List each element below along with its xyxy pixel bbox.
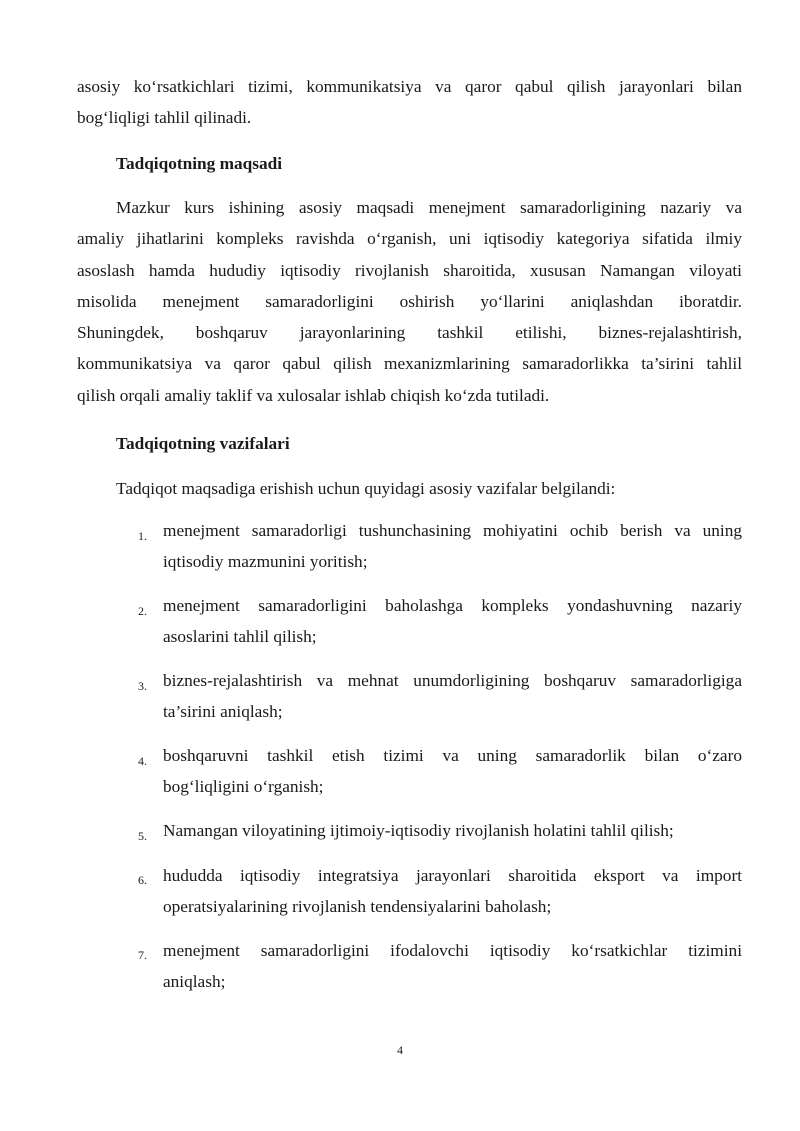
list-number: 5. (138, 829, 147, 843)
intro-paragraph (77, 71, 742, 134)
text-line: amaliy jihatlarini kompleks ravishda o‘rganish, uni iqtisodiy kategoriya sifatida ilmiy (77, 229, 742, 249)
text-line: operatsiyalarining rivojlanish tendensiyalarini baholash; (163, 897, 552, 917)
list-number: 1. (138, 529, 147, 543)
text-line: bog‘liqligi tahlil qilinadi. (77, 108, 252, 128)
text-line: asosiy ko‘rsatkichlari tizimi, kommunikatsiya va qaror qabul qilish jarayonlari bilan (77, 77, 742, 96)
text-line: hududda iqtisodiy integratsiya jarayonlari sharoitida eksport va import (163, 866, 742, 885)
text-line: iqtisodiy mazmunini yoritish; (163, 552, 368, 572)
text-line: qilish orqali amaliy taklif va xulosalar ishlab chiqish ko‘zda tutiladi. (77, 385, 550, 405)
list-number: 4. (138, 754, 147, 768)
text-line: aniqlash; (163, 972, 226, 992)
text-line: asoslarini tahlil qilish; (163, 627, 317, 647)
text-line: Shuningdek, boshqaruv jarayonlarining tashkil etilishi, biznes-rejalashtirish, (77, 323, 742, 343)
list-number: 6. (138, 873, 147, 887)
text-line: Mazkur kurs ishining asosiy maqsadi menejment samaradorligining nazariy va (116, 198, 742, 217)
text-line: ta’sirini aniqlash; (163, 702, 283, 722)
text-line: kommunikatsiya va qaror qabul qilish mexanizmlarining samaradorlikka ta’sirini tahlil (77, 354, 742, 374)
text-line: menejment samaradorligini baholashga kompleks yondashuvning nazariy (163, 596, 742, 615)
tasks-intro: Tadqiqot maqsadiga erishish uchun quyidagi asosiy vazifalar belgilandi: (116, 479, 616, 498)
page-number: 4 (397, 1043, 403, 1057)
list-number: 2. (138, 604, 147, 618)
section-heading-goal: Tadqiqotning maqsadi (116, 154, 283, 173)
goal-paragraph (77, 192, 742, 411)
text-line: menejment samaradorligi tushunchasining mohiyatini ochib berish va uning (163, 521, 742, 540)
text-line: misolida menejment samaradorligini oshirish yo‘llarini aniqlashdan iboratdir. (77, 291, 742, 311)
text-line: bog‘liqligini o‘rganish; (163, 777, 324, 797)
list-number: 7. (138, 948, 147, 962)
text-line: menejment samaradorligini ifodalovchi iqtisodiy ko‘rsatkichlar tizimini (163, 941, 742, 960)
text-line: asoslash hamda hududiy iqtisodiy rivojlanish sharoitida, xususan Namangan viloyati (77, 260, 742, 280)
section-heading-tasks: Tadqiqotning vazifalari (116, 434, 290, 453)
list-number: 3. (138, 679, 147, 693)
text-line: Namangan viloyatining ijtimoiy-iqtisodiy rivojlanish holatini tahlil qilish; (163, 821, 674, 840)
text-line: boshqaruvni tashkil etish tizimi va uning samaradorlik bilan o‘zaro (163, 746, 742, 765)
text-line: biznes-rejalashtirish va mehnat unumdorligining boshqaruv samaradorligiga (163, 671, 742, 690)
